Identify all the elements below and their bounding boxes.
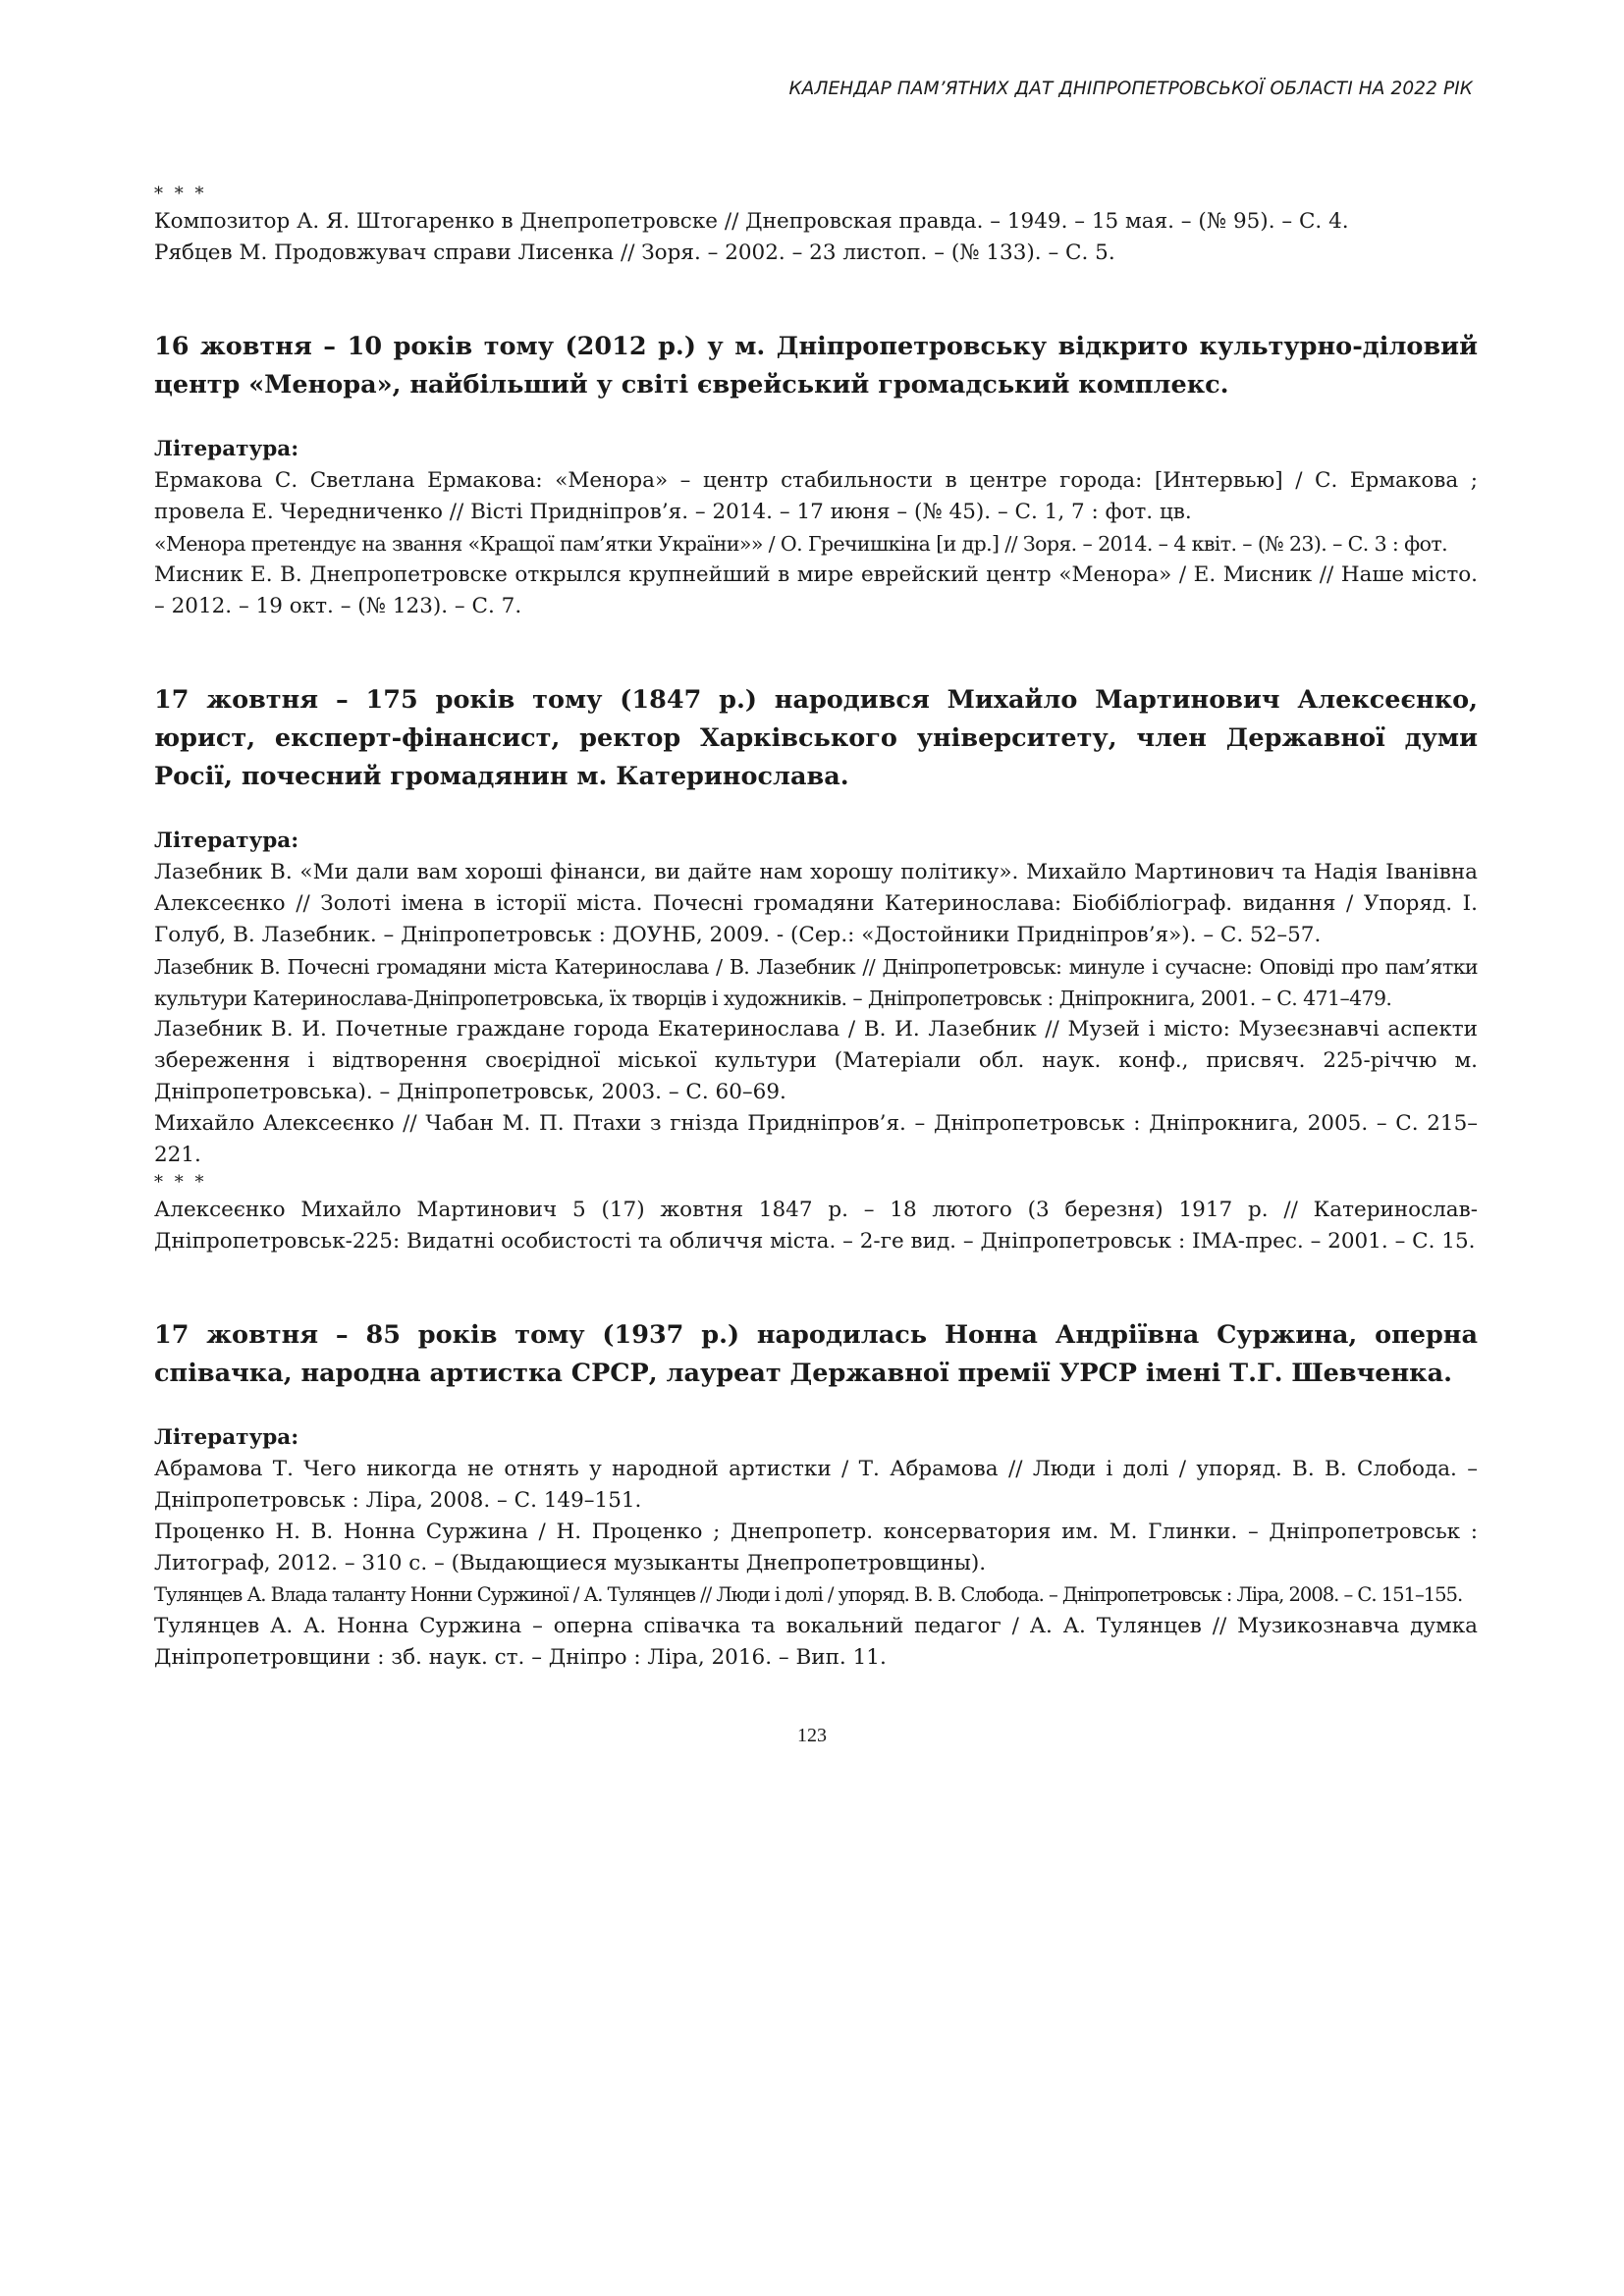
event-section-surzhina: [154, 1316, 1478, 1674]
bibliography-entry: Лазебник В. И. Почетные граждане города Екатеринослава / В. И. Лазебник // Музей і місто: Музеєзнавчі аспекти збереження і відтворення своєрідної міської культури (Матеріали обл. наук. конф., присвяч. 225-річчю м. Дніпропетровська). – Дніпропетровськ, 2003. – С. 60–69.: [154, 1017, 1478, 1104]
event-heading: 17 жовтня – 85 років тому (1937 р.) народилась Нонна Андріївна Суржина, оперна співачка, народна артистка СРСР, лауреат Державної премії УРСР імені Т.Г. Шевченка.: [154, 1320, 1478, 1388]
running-header: КАЛЕНДАР ПАМ’ЯТНИХ ДАТ ДНІПРОПЕТРОВСЬКОЇ ОБЛАСТІ НА 2022 РІК: [788, 79, 1473, 99]
event-section-alekseenko: [154, 681, 1478, 1257]
bibliography-entry: Тулянцев А. А. Нонна Суржина – оперна співачка та вокальний педагог / А. А. Тулянцев // Музикознавча думка Дніпропетровщини : зб. наук. ст. – Дніпро : Ліра, 2016. – Вип. 11.: [154, 1614, 1478, 1670]
event-section-menorah: [154, 328, 1478, 622]
literature-label: Література:: [154, 437, 299, 461]
bibliography-entry: Тулянцев А. Влада таланту Нонни Суржиної / А. Тулянцев // Люди і долі / упоряд. В. В. Слобода. – Дніпропетровськ : Ліра, 2008. – С. 151–155.: [154, 1583, 1463, 1606]
literature-label: Література:: [154, 828, 299, 853]
bibliography-entry: Проценко Н. В. Нонна Суржина / Н. Проценко ; Днепропетр. консерватория им. М. Глинки. – Дніпропетровськ : Литограф, 2012. – 310 с. – (Выдающиеся музыканты Днепропетровщины).: [154, 1520, 1478, 1575]
bibliography-entry: Рябцев М. Продовжувач справи Лисенка // Зоря. – 2002. – 23 листоп. – (№ 133). – С. 5.: [154, 240, 1115, 265]
bibliography-entry: Лазебник В. Почесні громадяни міста Катеринослава / В. Лазебник // Дніпропетровськ: минуле і сучасне: Оповіді про пам’ятки культури Катеринослава-Дніпропетровська, їх творців і художників. – Дніпропетровськ : Дніпрокнига, 2001. – С. 471–479.: [154, 955, 1478, 1010]
page-content: [154, 183, 1478, 1674]
bibliography-entry: Композитор А. Я. Штогаренко в Днепропетровске // Днепровская правда. – 1949. – 15 мая. – (№ 95). – С. 4.: [154, 209, 1349, 234]
event-heading: 17 жовтня – 175 років тому (1847 р.) народився Михайло Мартинович Алексеєнко, юрист, експерт-фінансист, ректор Харківського університету, член Державної думи Росії, почесний громадянин м. Катеринослава.: [154, 685, 1478, 791]
bibliography-entry: Ермакова С. Светлана Ермакова: «Менора» – центр стабильности в центре города: [Интервью] / С. Ермакова ; провела Е. Чередниченко // Вісті Придніпров’я. – 2014. – 17 июня – (№ 45). – С. 1, 7 : фот. цв.: [154, 468, 1478, 524]
bibliography-entry: Мисник Е. В. Днепропетровске открылся крупнейший в мире еврейский центр «Менора» / Е. Мисник // Наше місто. – 2012. – 19 окт. – (№ 123). – С. 7.: [154, 562, 1478, 618]
bibliography-entry: Алексеєнко Михайло Мартинович 5 (17) жовтня 1847 р. – 18 лютого (3 березня) 1917 р. // Катеринослав-Дніпропетровськ-225: Видатні особистості та обличчя міста. – 2-ге вид. – Дніпропетровськ : ІМА-прес. – 2001. – С. 15.: [154, 1198, 1478, 1254]
bibliography-entry: «Менора претендує на звання «Кращої пам’ятки України»» / О. Гречишкіна [и др.] // Зоря. – 2014. – 4 квіт. – (№ 23). – С. 3 : фот.: [154, 532, 1447, 556]
separator-stars: * * *: [154, 1172, 207, 1193]
bibliography-entry: Лазебник В. «Ми дали вам хороші фінанси, ви дайте нам хорошу політику». Михайло Мартинович та Надія Іванівна Алексеєнко // Золоті імена в історії міста. Почесні громадяни Катеринослава: Біобібліограф. видання / Упоряд. І. Голуб, В. Лазебник. – Дніпропетровськ : ДОУНБ, 2009. - (Сер.: «Достойники Придніпров’я»). – С. 52–57.: [154, 860, 1478, 947]
intro-block: [154, 183, 1478, 269]
page-number: 123: [797, 1725, 827, 1746]
separator-stars: * * *: [154, 184, 207, 204]
literature-label: Література:: [154, 1425, 299, 1450]
bibliography-entry: Михайло Алексеєнко // Чабан М. П. Птахи з гнізда Придніпров’я. – Дніпропетровськ : Дніпрокнига, 2005. – С. 215–221.: [154, 1111, 1478, 1167]
bibliography-entry: Абрамова Т. Чего никогда не отнять у народной артистки / Т. Абрамова // Люди і долі / упоряд. В. В. Слобода. – Дніпропетровськ : Ліра, 2008. – С. 149–151.: [154, 1457, 1478, 1513]
event-heading: 16 жовтня – 10 років тому (2012 р.) у м. Дніпропетровську відкрито культурно-діловий центр «Менора», найбільший у світі єврейський громадський комплекс.: [154, 332, 1478, 400]
